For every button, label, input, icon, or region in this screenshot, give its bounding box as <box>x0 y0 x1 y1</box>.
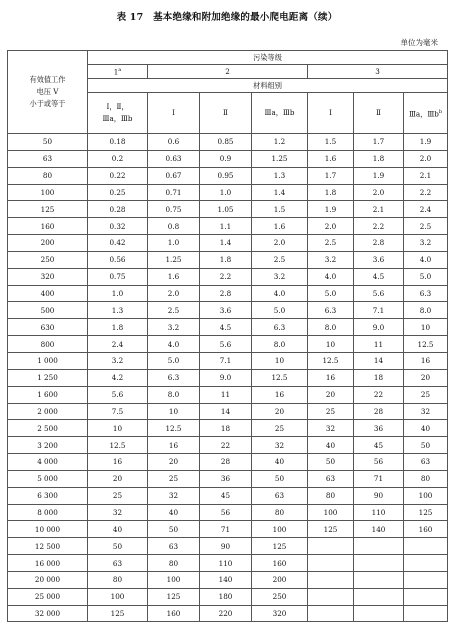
distance-cell <box>308 555 354 572</box>
distance-cell: 36 <box>200 470 252 487</box>
distance-cell: 10 <box>252 352 308 369</box>
distance-cell <box>308 605 354 622</box>
distance-cell: 0.67 <box>148 167 200 184</box>
distance-cell: 100 <box>252 521 308 538</box>
distance-cell: 4.5 <box>354 268 404 285</box>
distance-cell: 71 <box>354 470 404 487</box>
distance-cell: 16 <box>404 352 448 369</box>
distance-cell: 160 <box>148 605 200 622</box>
distance-cell: 1.25 <box>148 251 200 268</box>
table-row <box>8 134 448 151</box>
distance-cell: 0.9 <box>200 150 252 167</box>
distance-cell: 0.22 <box>88 167 148 184</box>
distance-cell: 1.7 <box>354 134 404 151</box>
distance-cell: 20 <box>404 369 448 386</box>
distance-cell: 220 <box>200 605 252 622</box>
material-col-6: Ⅱ <box>354 93 404 134</box>
distance-cell: 90 <box>354 487 404 504</box>
table-row <box>8 235 448 252</box>
distance-cell: 5.6 <box>88 386 148 403</box>
distance-cell: 12.5 <box>88 437 148 454</box>
distance-cell: 63 <box>404 454 448 471</box>
material-col-3: Ⅱ <box>200 93 252 134</box>
distance-cell: 0.56 <box>88 251 148 268</box>
distance-cell: 6.3 <box>148 369 200 386</box>
distance-cell: 4.0 <box>252 285 308 302</box>
distance-cell: 2.5 <box>252 251 308 268</box>
table-row <box>8 437 448 454</box>
material-col-5: Ⅰ <box>308 93 354 134</box>
distance-cell: 7.5 <box>88 403 148 420</box>
distance-cell: 28 <box>354 403 404 420</box>
distance-cell: 32 <box>308 420 354 437</box>
distance-cell: 2.5 <box>148 302 200 319</box>
distance-cell: 9.0 <box>354 319 404 336</box>
pollution-2-header: 2 <box>148 65 308 79</box>
distance-cell: 180 <box>200 588 252 605</box>
distance-cell: 0.28 <box>88 201 148 218</box>
table-row <box>8 302 448 319</box>
distance-cell: 100 <box>308 504 354 521</box>
distance-cell: 20 <box>308 386 354 403</box>
voltage-cell: 4 000 <box>8 454 88 471</box>
distance-cell: 10 <box>148 403 200 420</box>
distance-cell: 10 <box>88 420 148 437</box>
unit-note: 单位为毫米 <box>400 38 438 47</box>
voltage-cell: 20 000 <box>8 571 88 588</box>
distance-cell: 90 <box>200 538 252 555</box>
distance-cell: 50 <box>252 470 308 487</box>
material-col-2: Ⅰ <box>148 93 200 134</box>
distance-cell: 28 <box>200 454 252 471</box>
distance-cell: 1.9 <box>354 167 404 184</box>
distance-cell: 2.0 <box>354 184 404 201</box>
distance-cell: 32 <box>252 437 308 454</box>
voltage-cell: 8 000 <box>8 504 88 521</box>
table-row <box>8 521 448 538</box>
pollution-degree-header: 污染等级 <box>88 51 448 65</box>
distance-cell: 16 <box>252 386 308 403</box>
table-row <box>8 605 448 622</box>
distance-cell: 0.42 <box>88 235 148 252</box>
table-row <box>8 167 448 184</box>
voltage-cell: 400 <box>8 285 88 302</box>
voltage-cell: 320 <box>8 268 88 285</box>
distance-cell: 110 <box>200 555 252 572</box>
distance-cell: 0.6 <box>148 134 200 151</box>
distance-cell: 1.3 <box>252 167 308 184</box>
distance-cell: 1.4 <box>252 184 308 201</box>
distance-cell: 1.6 <box>148 268 200 285</box>
distance-cell: 25 <box>148 470 200 487</box>
distance-cell: 2.1 <box>404 167 448 184</box>
distance-cell: 7.1 <box>354 302 404 319</box>
table-row <box>8 538 448 555</box>
distance-cell <box>308 588 354 605</box>
distance-cell: 2.0 <box>148 285 200 302</box>
distance-cell: 2.0 <box>252 235 308 252</box>
distance-cell: 2.8 <box>354 235 404 252</box>
distance-cell: 6.3 <box>252 319 308 336</box>
distance-cell: 140 <box>354 521 404 538</box>
voltage-cell: 80 <box>8 167 88 184</box>
distance-cell: 10 <box>308 336 354 353</box>
distance-cell: 160 <box>252 555 308 572</box>
distance-cell: 32 <box>88 504 148 521</box>
pollution-3-header: 3 <box>308 65 448 79</box>
distance-cell: 8.0 <box>252 336 308 353</box>
distance-cell: 1.1 <box>200 218 252 235</box>
distance-cell: 3.2 <box>252 268 308 285</box>
pollution-1-header: 1$^a$ <box>88 65 148 79</box>
voltage-cell: 10 000 <box>8 521 88 538</box>
material-col-4: Ⅲa，Ⅲb <box>252 93 308 134</box>
distance-cell: 50 <box>404 437 448 454</box>
distance-cell: 0.18 <box>88 134 148 151</box>
distance-cell: 3.2 <box>148 319 200 336</box>
table-row <box>8 571 448 588</box>
table-row <box>8 201 448 218</box>
voltage-cell: 200 <box>8 235 88 252</box>
distance-cell: 0.85 <box>200 134 252 151</box>
voltage-cell: 50 <box>8 134 88 151</box>
distance-cell: 125 <box>252 538 308 555</box>
voltage-cell: 25 000 <box>8 588 88 605</box>
distance-cell <box>308 538 354 555</box>
distance-cell: 40 <box>148 504 200 521</box>
distance-cell: 63 <box>148 538 200 555</box>
distance-cell: 3.2 <box>88 352 148 369</box>
distance-cell: 2.4 <box>88 336 148 353</box>
distance-cell: 45 <box>354 437 404 454</box>
table-row <box>8 403 448 420</box>
distance-cell: 1.5 <box>252 201 308 218</box>
table-row <box>8 420 448 437</box>
distance-cell <box>404 588 448 605</box>
distance-cell: 6.3 <box>404 285 448 302</box>
distance-cell: 3.2 <box>404 235 448 252</box>
distance-cell: 2.8 <box>200 285 252 302</box>
table-row <box>8 352 448 369</box>
distance-cell: 4.0 <box>308 268 354 285</box>
voltage-cell: 16 000 <box>8 555 88 572</box>
table-row <box>8 369 448 386</box>
distance-cell: 6.3 <box>308 302 354 319</box>
distance-cell <box>354 588 404 605</box>
table-row <box>8 454 448 471</box>
voltage-cell: 1 000 <box>8 352 88 369</box>
distance-cell: 125 <box>308 521 354 538</box>
distance-cell <box>354 571 404 588</box>
table-row <box>8 588 448 605</box>
distance-cell: 0.75 <box>88 268 148 285</box>
distance-cell: 0.63 <box>148 150 200 167</box>
distance-cell: 1.0 <box>88 285 148 302</box>
voltage-cell: 1 250 <box>8 369 88 386</box>
voltage-header: 有效值工作 电压 V 小于或等于 <box>8 51 88 134</box>
distance-cell: 125 <box>88 605 148 622</box>
distance-cell: 1.8 <box>200 251 252 268</box>
distance-cell: 0.8 <box>148 218 200 235</box>
table-row <box>8 470 448 487</box>
distance-cell: 80 <box>404 470 448 487</box>
distance-cell: 50 <box>148 521 200 538</box>
distance-cell: 36 <box>354 420 404 437</box>
distance-cell: 8.0 <box>148 386 200 403</box>
voltage-cell: 2 500 <box>8 420 88 437</box>
voltage-cell: 125 <box>8 201 88 218</box>
material-col-1: Ⅰ，Ⅱ， Ⅲa，Ⅲb <box>88 93 148 134</box>
distance-cell: 45 <box>200 487 252 504</box>
distance-cell: 0.71 <box>148 184 200 201</box>
table-row <box>8 319 448 336</box>
distance-cell: 10 <box>404 319 448 336</box>
distance-cell: 25 <box>252 420 308 437</box>
distance-cell <box>308 571 354 588</box>
distance-cell: 25 <box>404 386 448 403</box>
distance-cell: 20 <box>88 470 148 487</box>
distance-cell: 200 <box>252 571 308 588</box>
creepage-table <box>7 50 448 622</box>
distance-cell: 0.95 <box>200 167 252 184</box>
distance-cell: 1.8 <box>88 319 148 336</box>
distance-cell: 1.8 <box>354 150 404 167</box>
distance-cell: 32 <box>404 403 448 420</box>
table-row <box>8 285 448 302</box>
distance-cell: 1.6 <box>308 150 354 167</box>
voltage-cell: 2 000 <box>8 403 88 420</box>
distance-cell: 11 <box>200 386 252 403</box>
voltage-cell: 160 <box>8 218 88 235</box>
distance-cell: 12.5 <box>148 420 200 437</box>
distance-cell: 2.2 <box>200 268 252 285</box>
distance-cell: 18 <box>354 369 404 386</box>
distance-cell: 140 <box>200 571 252 588</box>
distance-cell: 63 <box>88 555 148 572</box>
distance-cell: 2.2 <box>404 184 448 201</box>
distance-cell: 100 <box>148 571 200 588</box>
table-row <box>8 184 448 201</box>
distance-cell <box>354 605 404 622</box>
distance-cell: 40 <box>88 521 148 538</box>
distance-cell: 2.1 <box>354 201 404 218</box>
distance-cell: 71 <box>200 521 252 538</box>
table-row <box>8 555 448 572</box>
distance-cell: 63 <box>308 470 354 487</box>
distance-cell: 1.2 <box>252 134 308 151</box>
voltage-cell: 630 <box>8 319 88 336</box>
distance-cell: 80 <box>252 504 308 521</box>
table-row <box>8 504 448 521</box>
voltage-cell: 3 200 <box>8 437 88 454</box>
distance-cell: 0.75 <box>148 201 200 218</box>
table-row <box>8 386 448 403</box>
distance-cell: 4.2 <box>88 369 148 386</box>
distance-cell: 16 <box>308 369 354 386</box>
distance-cell: 160 <box>404 521 448 538</box>
table-row <box>8 251 448 268</box>
distance-cell: 125 <box>404 504 448 521</box>
distance-cell: 40 <box>308 437 354 454</box>
distance-cell: 100 <box>404 487 448 504</box>
voltage-cell: 32 000 <box>8 605 88 622</box>
distance-cell: 40 <box>252 454 308 471</box>
distance-cell: 2.4 <box>404 201 448 218</box>
distance-cell: 0.2 <box>88 150 148 167</box>
distance-cell: 1.9 <box>404 134 448 151</box>
distance-cell: 3.6 <box>354 251 404 268</box>
distance-cell <box>404 555 448 572</box>
distance-cell: 2.5 <box>404 218 448 235</box>
distance-cell: 125 <box>148 588 200 605</box>
distance-cell: 25 <box>88 487 148 504</box>
distance-cell: 1.4 <box>200 235 252 252</box>
distance-cell: 50 <box>88 538 148 555</box>
voltage-cell: 250 <box>8 251 88 268</box>
table-row <box>8 218 448 235</box>
distance-cell: 5.0 <box>148 352 200 369</box>
distance-cell: 9.0 <box>200 369 252 386</box>
distance-cell: 0.25 <box>88 184 148 201</box>
material-group-header: 材料组别 <box>88 79 448 93</box>
distance-cell: 3.6 <box>200 302 252 319</box>
table-row <box>8 487 448 504</box>
distance-cell: 16 <box>148 437 200 454</box>
voltage-cell: 1 600 <box>8 386 88 403</box>
distance-cell: 2.0 <box>404 150 448 167</box>
distance-cell: 80 <box>308 487 354 504</box>
distance-cell: 63 <box>252 487 308 504</box>
distance-cell: 4.0 <box>404 251 448 268</box>
distance-cell: 56 <box>354 454 404 471</box>
distance-cell: 250 <box>252 588 308 605</box>
distance-cell: 1.25 <box>252 150 308 167</box>
distance-cell: 11 <box>354 336 404 353</box>
distance-cell: 1.0 <box>200 184 252 201</box>
voltage-cell: 800 <box>8 336 88 353</box>
distance-cell: 1.5 <box>308 134 354 151</box>
distance-cell: 40 <box>404 420 448 437</box>
distance-cell: 4.5 <box>200 319 252 336</box>
distance-cell: 2.2 <box>354 218 404 235</box>
distance-cell: 2.0 <box>308 218 354 235</box>
distance-cell: 12.5 <box>252 369 308 386</box>
voltage-cell: 500 <box>8 302 88 319</box>
distance-cell: 12.5 <box>404 336 448 353</box>
distance-cell: 5.0 <box>404 268 448 285</box>
distance-cell: 8.0 <box>308 319 354 336</box>
voltage-cell: 5 000 <box>8 470 88 487</box>
table-body <box>8 134 448 622</box>
distance-cell: 14 <box>354 352 404 369</box>
distance-cell: 80 <box>148 555 200 572</box>
distance-cell <box>354 538 404 555</box>
distance-cell: 1.6 <box>252 218 308 235</box>
distance-cell: 56 <box>200 504 252 521</box>
voltage-cell: 6 300 <box>8 487 88 504</box>
distance-cell: 5.0 <box>252 302 308 319</box>
voltage-cell: 63 <box>8 150 88 167</box>
table-row <box>8 336 448 353</box>
distance-cell: 1.3 <box>88 302 148 319</box>
distance-cell: 1.7 <box>308 167 354 184</box>
distance-cell: 8.0 <box>404 302 448 319</box>
distance-cell: 3.2 <box>308 251 354 268</box>
distance-cell: 50 <box>308 454 354 471</box>
distance-cell: 1.0 <box>148 235 200 252</box>
table-title: 表 17 基本绝缘和附加绝缘的最小爬电距离（续） <box>116 12 338 23</box>
distance-cell: 1.8 <box>308 184 354 201</box>
material-col-7: Ⅲa，$Ⅲb^b$ <box>404 93 448 134</box>
table-row <box>8 150 448 167</box>
distance-cell: 7.1 <box>200 352 252 369</box>
distance-cell: 22 <box>354 386 404 403</box>
distance-cell <box>404 605 448 622</box>
distance-cell <box>404 571 448 588</box>
distance-cell <box>404 538 448 555</box>
distance-cell: 110 <box>354 504 404 521</box>
voltage-cell: 100 <box>8 184 88 201</box>
distance-cell: 32 <box>148 487 200 504</box>
distance-cell: 5.6 <box>200 336 252 353</box>
distance-cell: 25 <box>308 403 354 420</box>
distance-cell: 0.32 <box>88 218 148 235</box>
distance-cell: 4.0 <box>148 336 200 353</box>
distance-cell: 2.5 <box>308 235 354 252</box>
table-row <box>8 268 448 285</box>
distance-cell: 320 <box>252 605 308 622</box>
distance-cell: 12.5 <box>308 352 354 369</box>
distance-cell: 20 <box>252 403 308 420</box>
distance-cell: 1.9 <box>308 201 354 218</box>
distance-cell: 1.05 <box>200 201 252 218</box>
distance-cell: 18 <box>200 420 252 437</box>
distance-cell: 14 <box>200 403 252 420</box>
distance-cell: 22 <box>200 437 252 454</box>
distance-cell: 5.0 <box>308 285 354 302</box>
distance-cell: 5.6 <box>354 285 404 302</box>
distance-cell <box>354 555 404 572</box>
distance-cell: 100 <box>88 588 148 605</box>
distance-cell: 20 <box>148 454 200 471</box>
voltage-cell: 12 500 <box>8 538 88 555</box>
distance-cell: 16 <box>88 454 148 471</box>
distance-cell: 80 <box>88 571 148 588</box>
